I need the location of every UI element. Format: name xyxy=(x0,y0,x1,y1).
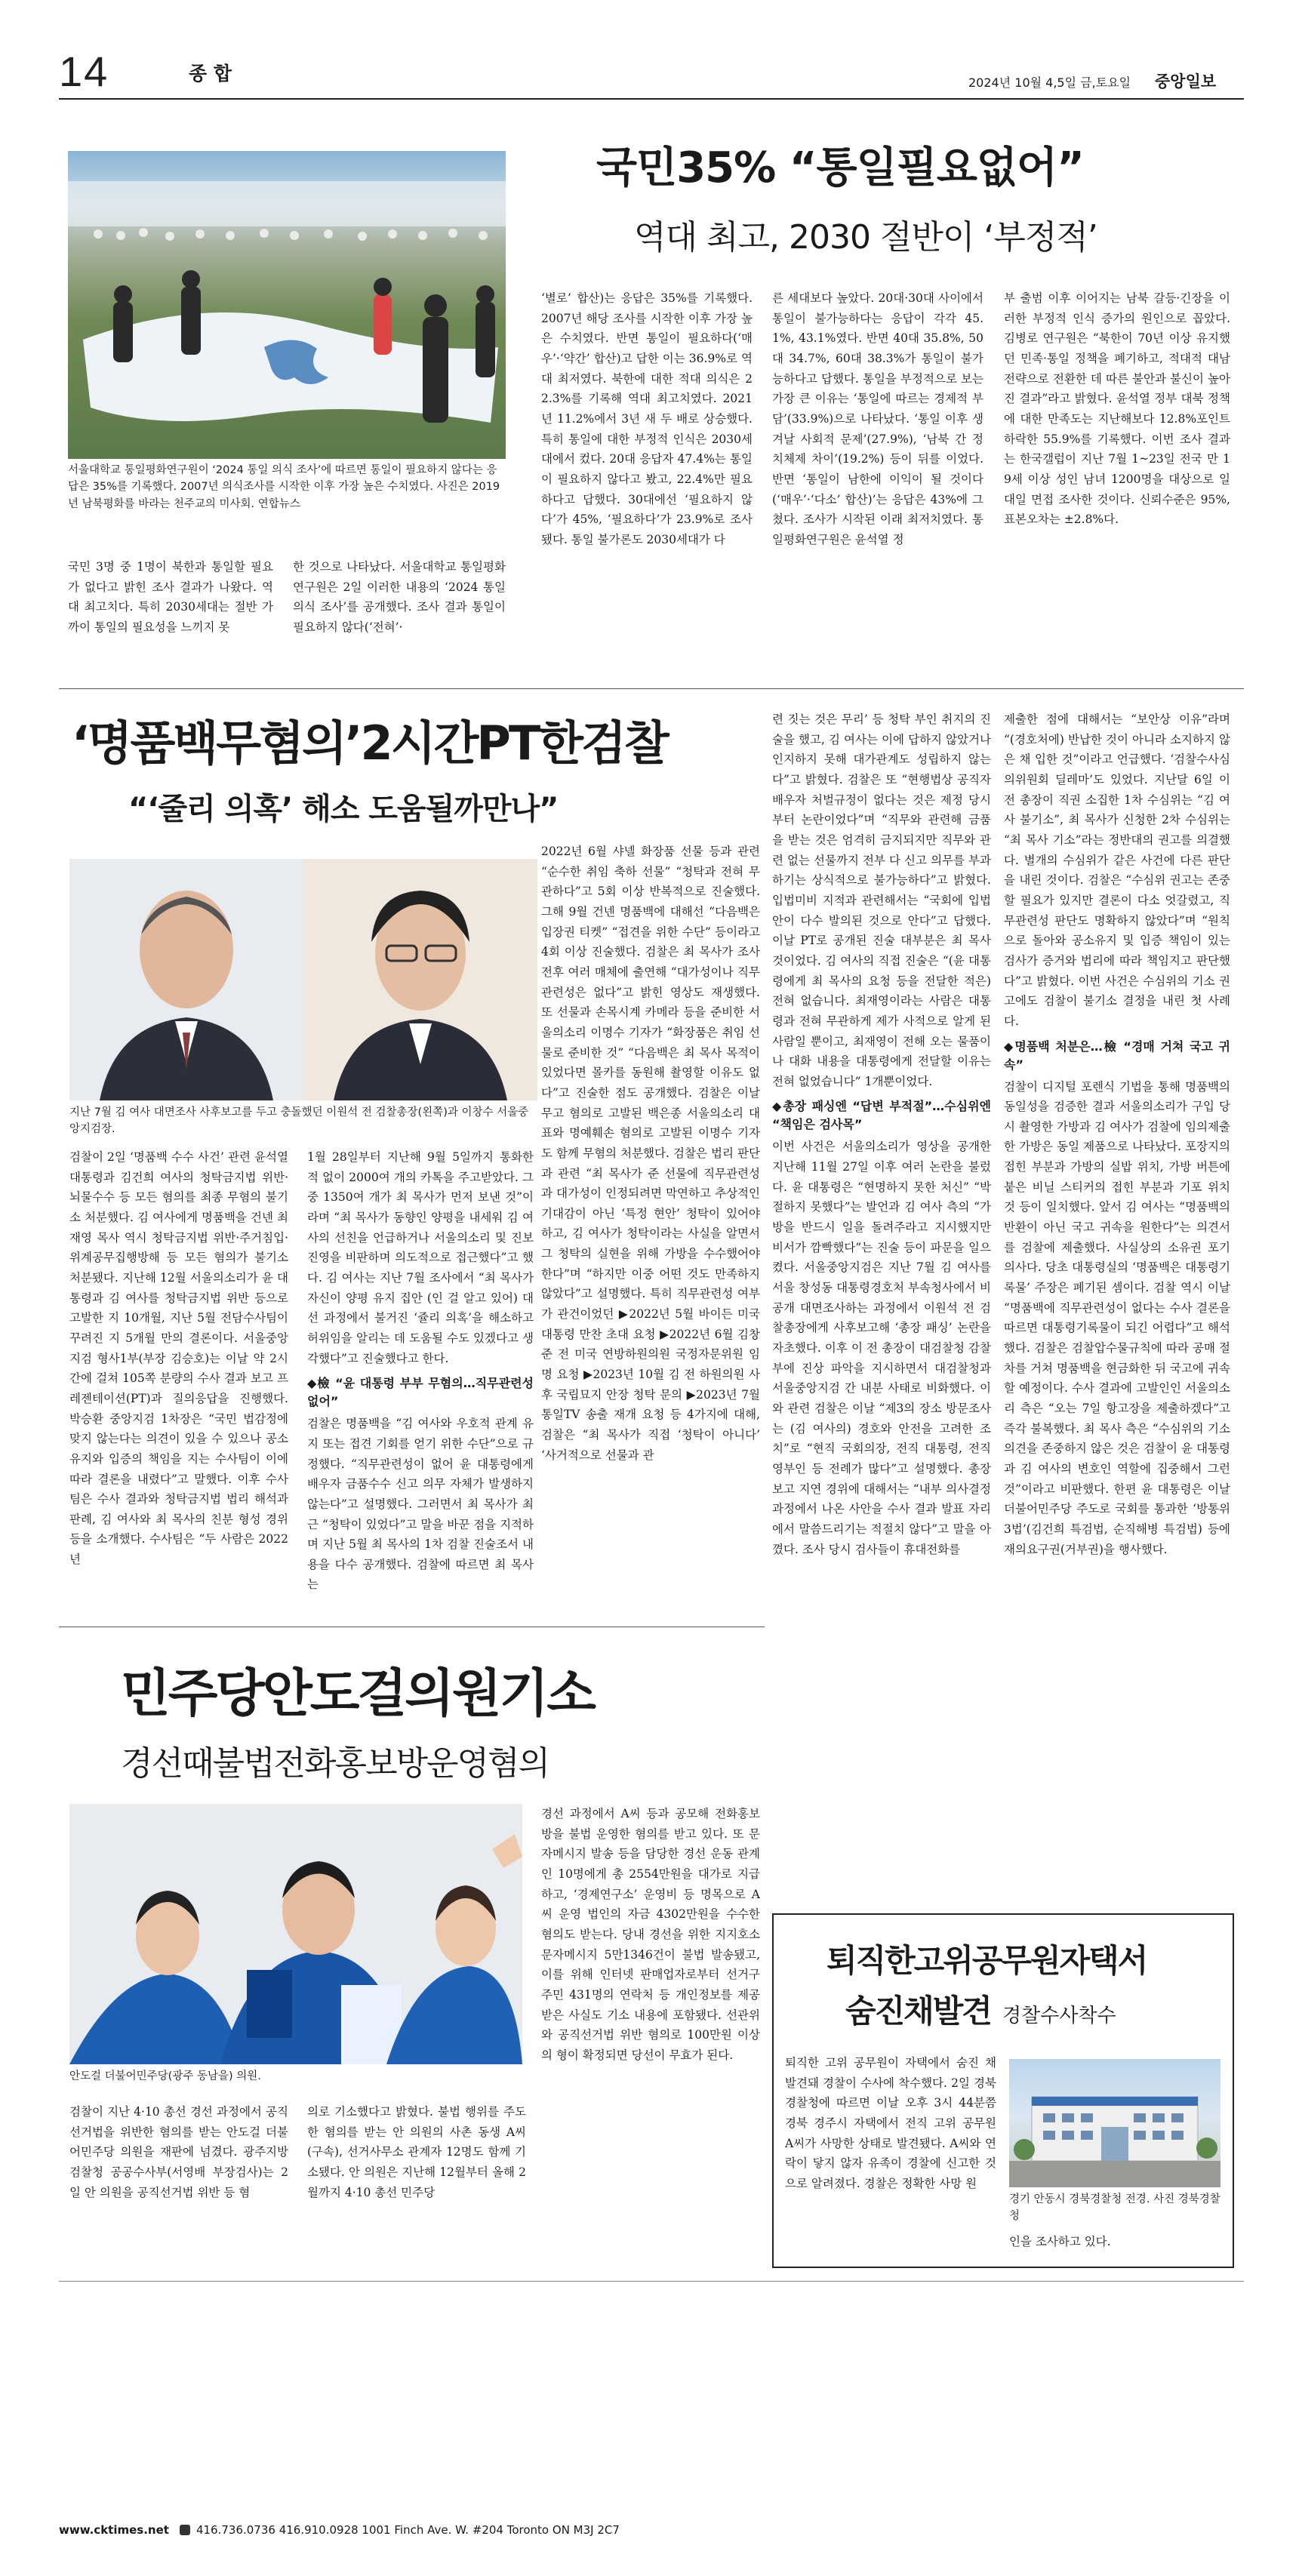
prosecutors-portrait-photo xyxy=(69,859,537,1100)
article1-headline: 국민35% “통일필요없어” xyxy=(596,143,1084,192)
article2-col4-subhead: ◆총장 패싱엔 “답변 부적절”…수심위엔 “책임은 검사목” xyxy=(772,1099,991,1132)
article2-photo-caption: 지난 7월 김 여사 대면조사 사후보고를 두고 충돌했던 이원석 전 검찰총장(왼쪽)과 이창수 서울중앙지검장. xyxy=(69,1106,529,1136)
article2-col4 xyxy=(772,709,991,1683)
article3-col3: 경선 과정에서 A씨 등과 공모해 전화홍보방을 불법 운영한 혐의를 받고 있다. 또 문자메시지 발송 등을 담당한 경선 운동 관계인 10명에게 총 2554만원을 대가로 지급하고, ‘경제연구소’ 운영비 등 명목으로 A씨 운영 법인의 자금 4302만원을 수수한 혐의도 받는다. 당내 경선을 위한 지지호소 문자메시지 5만1346건이 불법 발송됐고, 이를 위해 인터넷 판매업자로부터 선거구 주민 431명의 연락처 등 개인정보를 제공받은 사실도 기소 내용에 포함됐다. 선관위와 공직선거법 위반 혐의로 100만원 이상의 형이 확정되면 당선이 무효가 된다. xyxy=(541,1807,760,2062)
article4-headline-tag: 경찰수사착수 xyxy=(1002,2005,1116,2027)
article2-col5 xyxy=(1004,709,1230,1683)
article2-col5-subhead: ◆명품백 처분은…檢 “경매 거쳐 국고 귀속” xyxy=(1004,1039,1230,1072)
article1-subheadline: 역대 최고, 2030 절반이 ‘부정적’ xyxy=(634,218,1097,257)
campaign-rally-photo xyxy=(69,1804,522,2064)
article2-col2-subhead: ◆檢 “윤 대통령 부부 무혐의…직무관련성 없어” xyxy=(307,1376,534,1409)
article2-headline: ‘명품백무혐의’2시간PT한검찰 xyxy=(72,716,667,771)
masthead-logo: 중앙일보 xyxy=(1155,72,1217,91)
phone-icon xyxy=(180,2525,190,2535)
article4-col2: 인을 조사하고 있다. xyxy=(1009,2235,1111,2248)
article1-col2: 한 것으로 나타났다. 서울대학교 통일평화연구원은 2일 이러한 내용의 ‘2024 통일의식 조사’를 공개했다. 조사 결과 통일이 필요하지 않다(‘전혀’· xyxy=(293,560,506,634)
article1-col1: 국민 3명 중 1명이 북한과 통일할 필요가 없다고 밝힌 조사 결과가 나왔다. 역대 최고치다. 특히 2030세대는 절반 가까이 통일의 필요성을 느끼지 못 xyxy=(68,560,273,634)
website-link[interactable]: www.cktimes.net xyxy=(59,2523,169,2537)
article3-headline: 민주당안도걸의원기소 xyxy=(121,1664,594,1724)
publication-date: 2024년 10월 4,5일 금,토요일 xyxy=(968,75,1131,90)
police-station-photo xyxy=(1009,2059,1220,2187)
article4-headline-line1: 퇴직한고위공무원자택서 xyxy=(826,1942,1147,1979)
article4-headline-line2 xyxy=(845,1987,1116,2032)
article2-col3: 2022년 6월 샤넬 화장품 선물 등과 관련 “순수한 취임 축하 선물” “청탁과 전혀 무관하다”고 5회 이상 반복적으로 진술했다. 그해 9월 건넨 명품백에 대해선 “다음백은 입장권 티켓” “접견을 위한 수단” 등이라고 4회 이상 진술했다. 검찰은 최 목사가 조사 전후 여러 매체에 출연해 “대가성이나 직무관련성은 없다”고 밝힌 영상도 재생했다. 또 선물과 손목시계 카메라 등을 준비한 서울의소리 이명수 기자가 “화장품은 취임 선물로 준비한 것” “다음백은 최 목사 목적이 있었다면 몰카를 동원해 촬영할 이유도 없다”고 진술한 점도 공개했다. 검찰은 이날 무고 혐의로 고발된 백은종 서울의소리 대표와 명예훼손 혐의로 고발된 이명수 기자도 함께 무혐의 처분했다. 검찰은 법리 판단과 관련 “최 목사가 준 선물에 직무관련성과 대가성이 인정되려면 막연하고 추상적인 기대감이 아닌 ‘특정 현안’ 청탁이 있어야 하고, 김 여사가 청탁이라는 사실을 알면서 그 청탁의 실현을 위해 가방을 수수했어야 한다”며 “하지만 이중 어떤 것도 만족하지 않았다”고 설명했다. 특히 직무관련성 여부가 관건이었던 ▶2022년 5월 바이든 미국 대통령 만찬 초대 요청 ▶2022년 6월 김창준 전 미국 연방하원의원 국정자문위원 임명 요청 ▶2023년 10월 김 전 하원의원 사후 국립묘지 안장 청탁 문의 ▶2023년 7월 통일TV 송출 재개 요청 등 4가지에 대해, 검찰은 “최 목사가 직접 ‘청탁이 아니다’ ‘사거적으로 선물과 관 xyxy=(541,845,760,1462)
flag-scene-illustration xyxy=(68,151,506,459)
footer-rule xyxy=(59,2281,1244,2282)
article2-col5-text: 제출한 점에 대해서는 “보안상 이유”라며 “(경호처에) 반납한 것이 아니라 소지하지 않은 채 입한 것”이라고 언급했다. ‘검찰수사심의위원회 딜레마’도 있었다. 지난달 6일 이 전 총장이 직권 소집한 1차 수심위는 “김 여사 불기소”, 최 목사가 신청한 2차 수심위는 “최 목사 기소”라는 정반대의 권고를 의결했다. 별개의 수심위가 같은 사건에 다른 판단을 내린 것이다. 검찰은 “수심위 권고는 존중할 필요가 있지만 결론이 다소 엇갈렸고, 직무관련성 판단도 명확하지 않았다”며 “원칙으로 돌아와 공소유지 및 입증 책임이 있는 검사가 증거와 법리에 따라 책임지고 판단했다”고 밝혔다. 이번 사건은 수심위의 기소 권고에도 검찰이 불기소 결정을 내린 첫 사례다. xyxy=(1004,712,1230,1028)
article1-bottom-rule xyxy=(59,688,1244,689)
header-rule xyxy=(59,98,1244,100)
building-illustration xyxy=(1009,2059,1220,2187)
article3-col2: 의로 기소했다고 밝혔다. 불법 행위를 주도한 혐의를 받는 안 의원의 사촌 동생 A씨(구속), 선거사무소 관계자 12명도 함께 기소됐다. 안 의원은 지난해 12월부터 올해 2월까지 4·10 총선 민주당 xyxy=(307,2105,526,2199)
page-number: 14 xyxy=(59,48,109,95)
article4-col1: 퇴직한 고위 공무원이 자택에서 숨진 채 발견돼 경찰이 수사에 착수했다. 2일 경북경찰청에 따르면 이날 오후 3시 44분쯤 경북 경주시 자택에서 전직 고위 공무원 A씨가 사망한 상태로 발견됐다. A씨와 연락이 닿지 않자 유족이 경찰에 신고한 것으로 알려졌다. 경찰은 정확한 사망 원 xyxy=(785,2056,996,2190)
article2-col2-text-b: 검찰은 명품백을 “김 여사와 우호적 관계 유지 또는 접견 기회를 얻기 위한 수단”으로 규정했다. “직무관련성이 없어 윤 대통령에게 배우자 금품수수 신고 의무 자체가 발생하지 않는다”고 설명했다. 그러면서 최 목사가 최근 “청탁이 있었다”고 말을 바꾼 점을 지적하며 지난 5월 최 목사의 1차 검찰 진술조서 내용을 다수 공개했다. 검찰에 따르면 최 목사는 xyxy=(307,1417,534,1592)
article1-col5: 부 출범 이후 이어지는 남북 갈등·긴장을 이러한 부정적 인식 증가의 원인으로 꼽았다. 김병로 연구원은 “북한이 70년 이상 유지했던 민족·통일 정책을 폐기하고, 적대적 대남전략으로 전환한 데 따른 불안과 불신이 높아진 결과”라고 밝혔다. 윤석열 정부 대북 정책에 대한 만족도는 지난해보다 12.8%포인트 하락한 55.9%를 기록했다. 이번 조사 결과는 한국갤럽이 지난 7월 1~23일 전국 만 19세 이상 성인 남녀 1200명을 대상으로 일대일 면접 조사한 것이다. 신뢰수준은 95%, 표본오차는 ±2.8%다. xyxy=(1004,291,1230,527)
rally-illustration xyxy=(69,1804,522,2064)
article1-photo-caption: 서울대학교 통일평화연구원이 ‘2024 통일 의식 조사’에 따르면 통일이 필요하지 않다는 응답은 35%를 기록했다. 2007년 의식조사를 시작한 이후 가장 높은 수치였다. 사진은 2019년 남북평화를 바라는 천주교의 미사회. 연합뉴스 xyxy=(68,464,500,510)
article2-col5-text-b: 검찰이 디지털 포렌식 기법을 통해 명품백의 동일성을 검증한 결과 서울의소리가 구입 당시 촬영한 가방과 김 여사가 검찰에 임의제출한 가방은 동일 제품으로 나타났다. 포장지의 접힌 부분과 가방의 실밥 위치, 가방 버튼에 붙은 비닐 스티커의 접힌 부분과 기포 위치 것 등이 일치했다. 앞서 김 여사는 “명품백의 반환이 아닌 국고 귀속을 원한다”는 의견서를 검찰에 제출했다. 사실상의 소유권 포기 의사다. 당초 대통령실의 ‘명품백은 대통령기록물’ 주장은 폐기된 셈이다. 검찰 역시 이날 “명품백에 직무관련성이 없다는 수사 결론을 따르면 대통령기록물이 되긴 어렵다”고 해석했다. 검찰은 검찰압수물규칙에 따라 공매 절차를 거쳐 명품백을 현금화한 뒤 국고에 귀속할 예정이다. 수사 결과에 고발인인 서울의소리 측은 “오는 7일 항고장을 제출하겠다”고 즉각 불복했다. 최 목사 측은 “수심위의 기소 의견을 존중하지 않은 것은 검찰이 윤 대통령과 김 여사의 변호인 역할에 집중해서 그런 것”이라고 비판했다. 한편 윤 대통령은 이날 더불어민주당 주도로 국회를 통과한 ‘방통위 3법’(김건희 특검법, 순직해병 특검법) 등에 재의요구권(거부권)을 행사했다. xyxy=(1004,1079,1230,1556)
article1-col4: 른 세대보다 높았다. 20대·30대 사이에서 통일이 불가능하다는 응답이 각각 45.1%, 43.1%였다. 반면 40대 35.8%, 50대 34.7%, 60대 38.3%가 통일이 불가능하다고 답했다. 통일을 부정적으로 보는 가장 큰 이유는 ‘통일에 따르는 경제적 부담’(33.9%)으로 나타났다. ‘통일 이후 생겨날 사회적 문제’(27.9%), ‘남북 간 정치체제 차이’(19.2%) 등이 뒤를 이었다. 반면 ‘통일이 남한에 이익이 될 것이다(‘매우’·‘다소’ 합산)’는 응답은 43%에 그쳤다. 조사가 시작된 이래 최저치였다. 통일평화연구원은 윤석열 정 xyxy=(772,291,983,546)
unification-flag-photo xyxy=(68,151,506,459)
footer-contact: 416.736.0736 416.910.0928 1001 Finch Ave. W. #204 Toronto ON M3J 2C7 xyxy=(195,2523,620,2537)
section-label: 종 합 xyxy=(189,63,232,85)
article2-col4-text-b: 이번 사건은 서울의소리가 영상을 공개한 지난해 11월 27일 이후 여러 논란을 불렀다. 윤 대통령은 “현명하지 못한 처신” “박절하지 못했다”는 발언과 김 여사 측의 “가방을 반드시 일을 돌려주라고 지시했지만 비서가 깜빡했다”는 진술 등이 파문을 일으켰다. 서울중앙지검은 지난 7월 김 여사를 서울 창성동 대통령경호처 부속청사에서 비공개 대면조사하는 과정에서 이원석 전 검찰총장에게 사후보고해 ‘총장 패싱’ 논란을 자초했다. 이후 이 전 총장이 대검찰청 감찰부에 진상 파악을 지시하면서 대검찰청과 서울중앙지검 간 내분 사태로 비화했다. 이와 관련 검찰은 이날 “제3의 장소 방문조사는 (김 여사의) 경호와 안전을 고려한 조치”로 “현직 국회의장, 전직 대통령, 전직 영부인 등 전례가 많다”고 설명했다. 총장 보고 지연 경위에 대해서는 “내부 의사결정 과정에서 나온 사안을 수사 결과 발표 자리에서 말씀드리기는 적절치 않다”고 말을 아꼈다. 조사 당시 검사들이 휴대전화를 xyxy=(772,1140,991,1556)
article2-subheadline: “‘줄리 의혹’ 해소 도움될까만나” xyxy=(128,792,559,826)
article2-col4-text: 련 짓는 것은 무리’ 등 청탁 부인 취지의 진술을 했고, 김 여사는 이에 답하지 않았거나 인지하지 못해 대가관계도 성립하지 않는다”고 밝혔다. 검찰은 또 “현행법상 공직자 배우자 처벌규정이 없다는 것은 제정 당시부터 논란이었다”며 “직무와 관련해 금품을 받는 것은 엄격히 금지되지만 직무와 관련 없는 선물까지 전부 다 신고 의무를 부과하기는 상식적으로 불가능하다”고 밝혔다. 입법미비 지적과 관련해서는 “국회에 입법안이 다수 발의된 것으로 안다”고 답했다. 이날 PT로 공개된 진술 대부분은 최 목사 것이었다. 김 여사의 직접 진술은 “(윤 대통령에게 최 목사의 요청 등을 전달한 적은) 전혀 없습니다. 최재영이라는 사람은 대통령과 전혀 무관하게 제가 사적으로 알게 된 사람일 뿐이고, 최재영이 전해 오는 물품이나 대화 내용을 대통령에게 전달할 이유는 전혀 없었습니다” 1개뿐이었다. xyxy=(772,712,991,1088)
article4-headline-main: 숨진채발견 xyxy=(845,1993,991,2030)
article4-photo-caption: 경기 안동시 경북경찰청 전경. 사진 경북경찰청 xyxy=(1009,2193,1220,2223)
article2-col2 xyxy=(307,1147,534,1615)
article3-subheadline: 경선때불법전화홍보방운영혐의 xyxy=(121,1744,549,1783)
article1-col3: ‘별로’ 합산)는 응답은 35%를 기록했다. 2007년 해당 조사를 시작한 이후 가장 높은 수치였다. 반면 통일이 필요하다(‘매우’·‘약간’ 합산)고 답한 이는 36.9%로 역대 최저였다. 북한에 대한 적대 의식은 22.3%를 기록해 역대 최고치였다. 2021년 11.2%에서 3년 새 두 배로 상승했다. 특히 통일에 대한 부정적 인식은 2030세대에서 컸다. 20대 응답자 47.4%는 통일이 필요하지 않다고 봤고, 22.4%만 필요하다고 답했다. 30대에선 ‘필요하지 않다’가 45%, ‘필요하다’가 23.9%로 조사됐다. 통일 불가론도 2030세대가 다 xyxy=(541,291,753,546)
article2-col2-text: 1월 28일부터 지난해 9월 5일까지 통화한 적 없이 2000여 개의 카톡을 주고받았다. 그중 1350여 개가 최 목사가 먼저 보낸 것”이라며 “최 목사가 동향인 양평을 내세워 김 여사의 선친을 언급하거나 서울의소리 및 진보 진영을 비판하며 의도적으로 접근했다”고 했다. 김 여사는 지난 7월 조사에서 “최 목사가 자신이 양평 유지 집안 (인 걸 알고 있어) 대선 과정에서 불거진 ‘쥴리 의혹’을 해소하고 허위임을 알리는 데 도움될 수도 있겠다고 생각했다”고 진술했다고 한다. xyxy=(307,1150,534,1365)
article3-col1: 검찰이 지난 4·10 총선 경선 과정에서 공직선거법을 위반한 혐의를 받는 안도걸 더불어민주당 의원을 재판에 넘겼다. 광주지방검찰청 공공수사부(서영배 부장검사)는 2일 안 의원을 공직선거법 위반 등 혐 xyxy=(69,2105,288,2199)
portrait-illustration xyxy=(69,859,537,1100)
article2-col1: 검찰이 2일 ‘명품백 수수 사건’ 관련 윤석열 대통령과 김건희 여사의 청탁금지법 위반·뇌물수수 등 모든 혐의를 최종 무혐의 불기소 처분했다. 김 여사에게 명품백을 건넨 최재영 목사 역시 청탁금지법 위반·주거침입·위계공무집행방해 등 모든 혐의가 불기소 처분됐다. 지난해 12월 서울의소리가 윤 대통령과 김 여사를 청탁금지법 위반 등으로 고발한 지 10개월, 지난 5월 전담수사팀이 꾸려진 지 5개월 만의 결론이다. 서울중앙지검 형사1부(부장 김승호)는 이날 약 2시간에 걸쳐 105쪽 분량의 수사 결과 보고 프레젠테이션(PT)과 질의응답을 진행했다. 박승환 중앙지검 1차장은 “국민 법감정에 맞지 않는다는 의견이 있을 수 있으나 공소유지와 입증의 책임을 지는 수사팀이 이에 따라 결론을 내렸다”고 말했다. 이후 수사팀은 수사 결과와 청탁금지법 법리 해석과 판례, 김 여사와 최 목사의 친분 형성 경위 등을 소개했다. 수사팀은 “두 사람은 2022년 xyxy=(69,1150,288,1567)
article3-photo-caption: 안도걸 더불어민주당(광주 동남을) 의원. xyxy=(69,2070,261,2082)
footer-bar xyxy=(59,2517,1244,2543)
